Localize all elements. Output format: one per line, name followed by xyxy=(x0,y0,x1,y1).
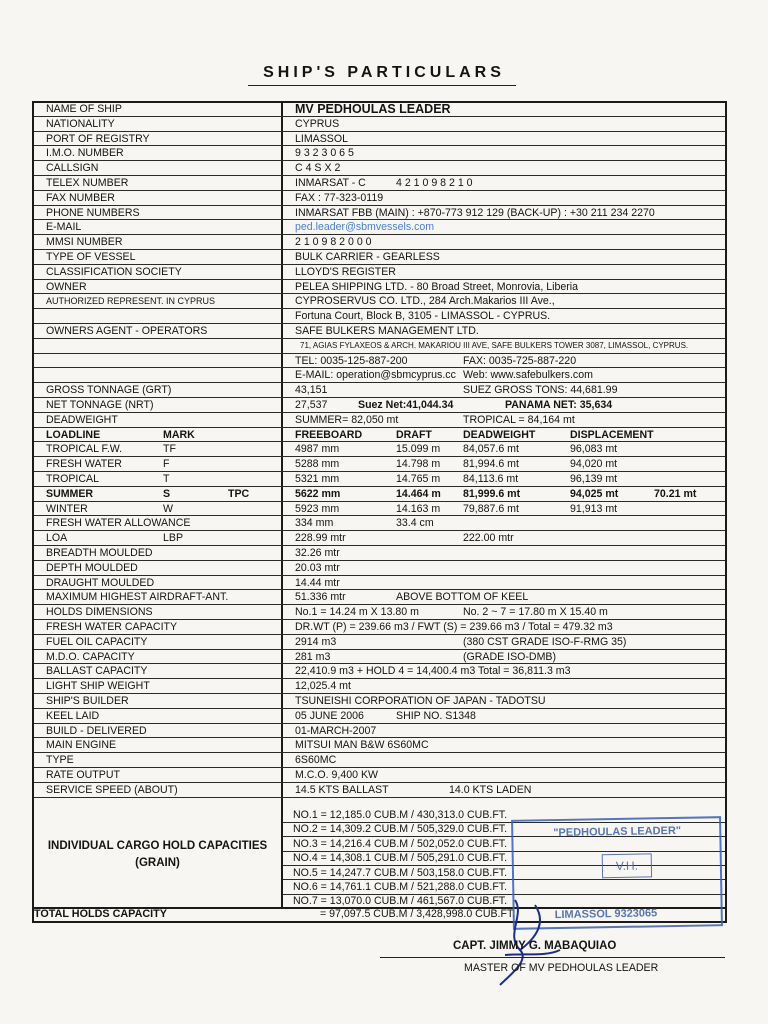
row-value: 281 m3 xyxy=(295,650,331,663)
row-label: LOA xyxy=(46,532,68,545)
row-value: INMARSAT - C xyxy=(295,177,366,189)
row-value: MARK xyxy=(163,428,195,441)
row-value: (GRADE ISO-DMB) xyxy=(463,650,556,663)
row-label: NAME OF SHIP xyxy=(46,103,122,115)
row-value: ABOVE BOTTOM OF KEEL xyxy=(396,591,529,604)
row-value: ped.leader@sbmvessels.com xyxy=(295,221,435,234)
row-value: Suez Net:41,044.34 xyxy=(358,399,454,411)
table-row xyxy=(34,783,725,798)
row-value: SUEZ GROSS TONS: 44,681.99 xyxy=(463,384,618,397)
row-value: C 4 S X 2 xyxy=(295,162,341,175)
row-value: 5288 mm xyxy=(295,458,340,471)
cargo-hold-value: NO.5 = 14,247.7 CUB.M / 503,158.0 CUB.FT. xyxy=(293,866,508,879)
row-value: FAX: 0035-725-887-220 xyxy=(463,354,577,367)
cargo-hold-value: NO.2 = 14,309.2 CUB.M / 505,329.0 CUB.FT. xyxy=(293,823,508,836)
row-value: LBP xyxy=(163,532,184,545)
page-title: SHIP'S PARTICULARS xyxy=(263,64,505,81)
table-row xyxy=(34,250,725,265)
row-label: LOADLINE xyxy=(46,428,101,441)
row-value: 81,999.6 mt xyxy=(463,487,521,500)
row-label: FRESH WATER ALLOWANCE xyxy=(46,517,191,530)
table-row xyxy=(34,398,725,413)
row-value: 334 mm xyxy=(295,517,334,530)
table-row xyxy=(34,561,725,576)
row-value: 01-MARCH-2007 xyxy=(295,724,377,737)
row-label: AUTHORIZED REPRESENT. IN CYPRUS xyxy=(46,296,216,307)
row-value: 51.336 mtr xyxy=(295,591,346,604)
row-value: TROPICAL = 84,164 mt xyxy=(463,413,575,426)
row-value: FAX : 77-323-0119 xyxy=(295,191,384,204)
row-value: 6S60MC xyxy=(295,754,337,767)
row-value: TPC xyxy=(228,487,250,500)
row-value: 228.99 mtr xyxy=(295,532,346,545)
table-row xyxy=(34,324,725,339)
table-row xyxy=(34,428,725,443)
table-row xyxy=(34,280,725,295)
table-row xyxy=(34,132,725,147)
row-label: MAXIMUM HIGHEST AIRDRAFT-ANT. xyxy=(46,591,229,604)
row-label: M.D.O. CAPACITY xyxy=(46,650,135,663)
table-row xyxy=(34,161,725,176)
cargo-hold-value: NO.3 = 14,216.4 CUB.M / 502,052.0 CUB.FT. xyxy=(293,837,508,850)
row-value: 27,537 xyxy=(295,399,328,411)
row-label: GROSS TONNAGE (GRT) xyxy=(46,384,172,397)
row-value: 05 JUNE 2006 xyxy=(295,709,364,722)
row-label: BALLAST CAPACITY xyxy=(46,665,148,678)
row-label: FRESH WATER CAPACITY xyxy=(46,621,178,633)
row-value: LIMASSOL xyxy=(295,132,348,145)
row-value: T xyxy=(163,473,170,485)
table-row xyxy=(34,635,725,650)
row-label: TYPE xyxy=(46,754,74,767)
row-value: No. 2 ~ 7 = 17.80 m X 15.40 m xyxy=(463,606,608,619)
table-row xyxy=(34,472,725,487)
row-value: PELEA SHIPPING LTD. - 80 Broad Street, Monrovia, Liberia xyxy=(295,280,579,293)
row-value: CYPRUS xyxy=(295,117,340,130)
row-value: 94,020 mt xyxy=(570,458,618,471)
row-value: 14.798 m xyxy=(396,458,441,471)
table-row xyxy=(34,502,725,517)
row-value: M.C.O. 9,400 KW xyxy=(295,769,379,781)
table-row xyxy=(34,102,725,117)
row-label: SERVICE SPEED (ABOUT) xyxy=(46,783,178,796)
row-label: I.M.O. NUMBER xyxy=(46,147,124,160)
row-value: 14.464 m xyxy=(396,487,441,500)
row-label: KEEL LAID xyxy=(46,709,100,722)
cargo-hold-value: NO.1 = 12,185.0 CUB.M / 430,313.0 CUB.FT. xyxy=(293,809,508,821)
table-row xyxy=(34,442,725,457)
row-label: BREADTH MOULDED xyxy=(46,547,153,559)
row-label: PHONE NUMBERS xyxy=(46,206,140,219)
row-label: FAX NUMBER xyxy=(46,191,115,204)
row-value: TEL: 0035-125-887-200 xyxy=(295,354,408,367)
cargo-hold-value: NO.7 = 13,070.0 CUB.M / 461,567.0 CUB.FT. xyxy=(293,895,508,908)
table-row xyxy=(34,605,725,620)
row-value: No.1 = 14.24 m X 13.80 m xyxy=(295,606,419,619)
row-value: BULK CARRIER - GEARLESS xyxy=(295,251,440,263)
cargo-section-title xyxy=(34,838,281,872)
row-value: 22,410.9 m3 + HOLD 4 = 14,400.4 m3 Total = 36,811.3 m3 xyxy=(295,665,571,678)
row-label: E-MAIL xyxy=(46,221,82,234)
row-value: Web: www.safebulkers.com xyxy=(463,369,593,382)
table-row xyxy=(34,220,725,235)
table-row xyxy=(34,738,725,753)
row-value: 70.21 mt xyxy=(654,487,697,500)
title-underline xyxy=(248,85,516,86)
row-value: 4987 mm xyxy=(295,443,340,456)
row-label: MMSI NUMBER xyxy=(46,236,123,249)
row-value: INMARSAT FBB (MAIN) : +870-773 912 129 (BACK-UP) : +30 211 234 2270 xyxy=(295,206,655,219)
row-value: 79,887.6 mt xyxy=(463,502,519,515)
row-label: TYPE OF VESSEL xyxy=(46,251,136,263)
table-row xyxy=(34,546,725,561)
row-value: 4 2 1 0 9 8 2 1 0 xyxy=(396,177,473,189)
table-row xyxy=(34,457,725,472)
row-value: 222.00 mtr xyxy=(463,532,514,545)
row-value: 14.5 KTS BALLAST xyxy=(295,783,389,796)
table-row xyxy=(34,724,725,739)
row-value: SAFE BULKERS MANAGEMENT LTD. xyxy=(295,325,479,337)
cargo-hold-value: NO.6 = 14,761.1 CUB.M / 521,288.0 CUB.FT. xyxy=(293,881,508,893)
row-label: OWNER xyxy=(46,280,87,293)
table-row xyxy=(34,176,725,191)
stamp-box: V.H. xyxy=(602,853,652,878)
table-row xyxy=(34,487,725,502)
table-row xyxy=(34,117,725,132)
row-value: 15.099 m xyxy=(396,443,441,456)
captain-name: CAPT. JIMMY G. MABAQUIAO xyxy=(453,940,617,952)
table-row xyxy=(34,590,725,605)
row-value: 91,913 mt xyxy=(570,502,618,515)
row-value: 32.26 mtr xyxy=(295,547,340,559)
stamp-port-imo: LIMASSOL 9323065 xyxy=(554,907,658,922)
row-label: TROPICAL F.W. xyxy=(46,443,123,456)
row-label: FRESH WATER xyxy=(46,458,122,471)
table-row xyxy=(34,516,725,531)
row-value: MV PEDHOULAS LEADER xyxy=(295,102,451,116)
row-label: NET TONNAGE (NRT) xyxy=(46,399,154,411)
total-holds-value: = 97,097.5 CUB.M / 3,428,998.0 CUB.FT. xyxy=(320,908,516,920)
row-label: OWNERS AGENT - OPERATORS xyxy=(46,325,208,337)
table-row xyxy=(34,531,725,546)
row-label: LIGHT SHIP WEIGHT xyxy=(46,680,150,693)
row-value: 20.03 mtr xyxy=(295,561,340,574)
table-row xyxy=(34,694,725,709)
row-label: DEADWEIGHT xyxy=(46,413,118,426)
table-row xyxy=(34,309,725,324)
row-value: LLOYD'S REGISTER xyxy=(295,265,396,278)
row-value: 43,151 xyxy=(295,384,328,397)
table-row xyxy=(34,576,725,591)
table-row xyxy=(34,768,725,783)
table-row xyxy=(34,709,725,724)
table-row xyxy=(34,235,725,250)
table-row xyxy=(34,206,725,221)
table-row xyxy=(34,368,725,383)
row-value: DISPLACEMENT xyxy=(570,428,654,441)
row-value: FREEBOARD xyxy=(295,428,363,441)
row-label: DEPTH MOULDED xyxy=(46,561,138,574)
row-value: PANAMA NET: 35,634 xyxy=(505,399,613,411)
row-value: SHIP NO. S1348 xyxy=(396,709,476,722)
table-row xyxy=(34,753,725,768)
captain-role: MASTER OF MV PEDHOULAS LEADER xyxy=(464,962,659,974)
row-label: CLASSIFICATION SOCIETY xyxy=(46,265,182,278)
row-label: DRAUGHT MOULDED xyxy=(46,576,155,589)
cargo-title-line1: INDIVIDUAL CARGO HOLD CAPACITIES xyxy=(47,840,268,852)
row-value: 33.4 cm xyxy=(396,517,434,530)
table-row xyxy=(34,650,725,665)
row-label: MAIN ENGINE xyxy=(46,739,117,752)
row-value: 12,025.4 mt xyxy=(295,680,351,693)
row-value: 5923 mm xyxy=(295,502,340,515)
row-value: 84,057.6 mt xyxy=(463,443,519,456)
row-label: NATIONALITY xyxy=(46,117,115,130)
row-value: DR.WT (P) = 239.66 m3 / FWT (S) = 239.66 m3 / Total = 479.32 m3 xyxy=(295,621,613,633)
row-value: CYPROSERVUS CO. LTD., 284 Arch.Makarios III Ave., xyxy=(295,295,555,308)
table-row xyxy=(34,339,725,354)
row-label: BUILD - DELIVERED xyxy=(46,724,147,737)
table-row xyxy=(34,620,725,635)
row-value: MITSUI MAN B&W 6S60MC xyxy=(295,739,429,752)
row-value: 96,139 mt xyxy=(570,473,618,485)
row-value: F xyxy=(163,458,170,471)
row-value: 94,025 mt xyxy=(570,487,619,500)
row-value: TF xyxy=(163,443,176,456)
row-label: SUMMER xyxy=(46,487,94,500)
row-value: 2914 m3 xyxy=(295,635,337,648)
row-value: 96,083 mt xyxy=(570,443,618,456)
row-label: TROPICAL xyxy=(46,473,99,485)
row-value: SUMMER= 82,050 mt xyxy=(295,413,399,426)
row-label: RATE OUTPUT xyxy=(46,769,120,781)
row-label: HOLDS DIMENSIONS xyxy=(46,606,153,619)
stamp-ship-name: "PEDHOULAS LEADER" xyxy=(553,824,682,840)
row-value: 9 3 2 3 0 6 5 xyxy=(295,147,354,160)
table-row xyxy=(34,294,725,309)
table-row xyxy=(34,146,725,161)
row-value: 71, AGIAS FYLAXEOS & ARCH. MAKARIOU III AVE, SAFE BULKERS TOWER 3087, LIMASSOL, CYPRUS. xyxy=(300,340,689,350)
row-value: S xyxy=(163,487,171,500)
row-value: E-MAIL: operation@sbmcyprus.cc xyxy=(295,369,456,382)
row-value: 5622 mm xyxy=(295,487,341,500)
row-label: FUEL OIL CAPACITY xyxy=(46,635,148,648)
row-value: TSUNEISHI CORPORATION OF JAPAN - TADOTSU xyxy=(295,695,546,707)
row-value: 84,113.6 mt xyxy=(463,473,519,485)
row-label: WINTER xyxy=(46,502,88,515)
row-value: W xyxy=(163,502,173,515)
table-row xyxy=(34,413,725,428)
table-row xyxy=(34,383,725,398)
row-value: 2 1 0 9 8 2 0 0 0 xyxy=(295,236,372,249)
row-label: TELEX NUMBER xyxy=(46,177,129,189)
row-value: Fortuna Court, Block B, 3105 - LIMASSOL - CYPRUS. xyxy=(295,310,551,323)
row-label: CALLSIGN xyxy=(46,162,99,175)
table-row xyxy=(34,265,725,280)
total-holds-label: TOTAL HOLDS CAPACITY xyxy=(34,908,167,920)
table-row xyxy=(34,354,725,369)
row-value: 14.163 m xyxy=(396,502,441,515)
row-value: 14.765 m xyxy=(396,473,441,485)
row-label: SHIP'S BUILDER xyxy=(46,695,129,707)
row-label: PORT OF REGISTRY xyxy=(46,132,150,145)
row-value: 81,994.6 mt xyxy=(463,458,519,471)
table-row xyxy=(34,664,725,679)
cargo-hold-value: NO.4 = 14,308.1 CUB.M / 505,291.0 CUB.FT. xyxy=(293,852,508,865)
row-value: DEADWEIGHT xyxy=(463,428,536,441)
signature-line xyxy=(380,957,725,958)
row-value: 5321 mm xyxy=(295,473,340,485)
row-value: 14.44 mtr xyxy=(295,576,340,589)
row-value: DRAFT xyxy=(396,428,432,441)
row-value: 14.0 KTS LADEN xyxy=(449,783,532,796)
row-value: (380 CST GRADE ISO-F-RMG 35) xyxy=(463,635,627,648)
table-row xyxy=(34,191,725,206)
cargo-title-line2: (GRAIN) xyxy=(135,857,180,869)
table-row xyxy=(34,679,725,694)
